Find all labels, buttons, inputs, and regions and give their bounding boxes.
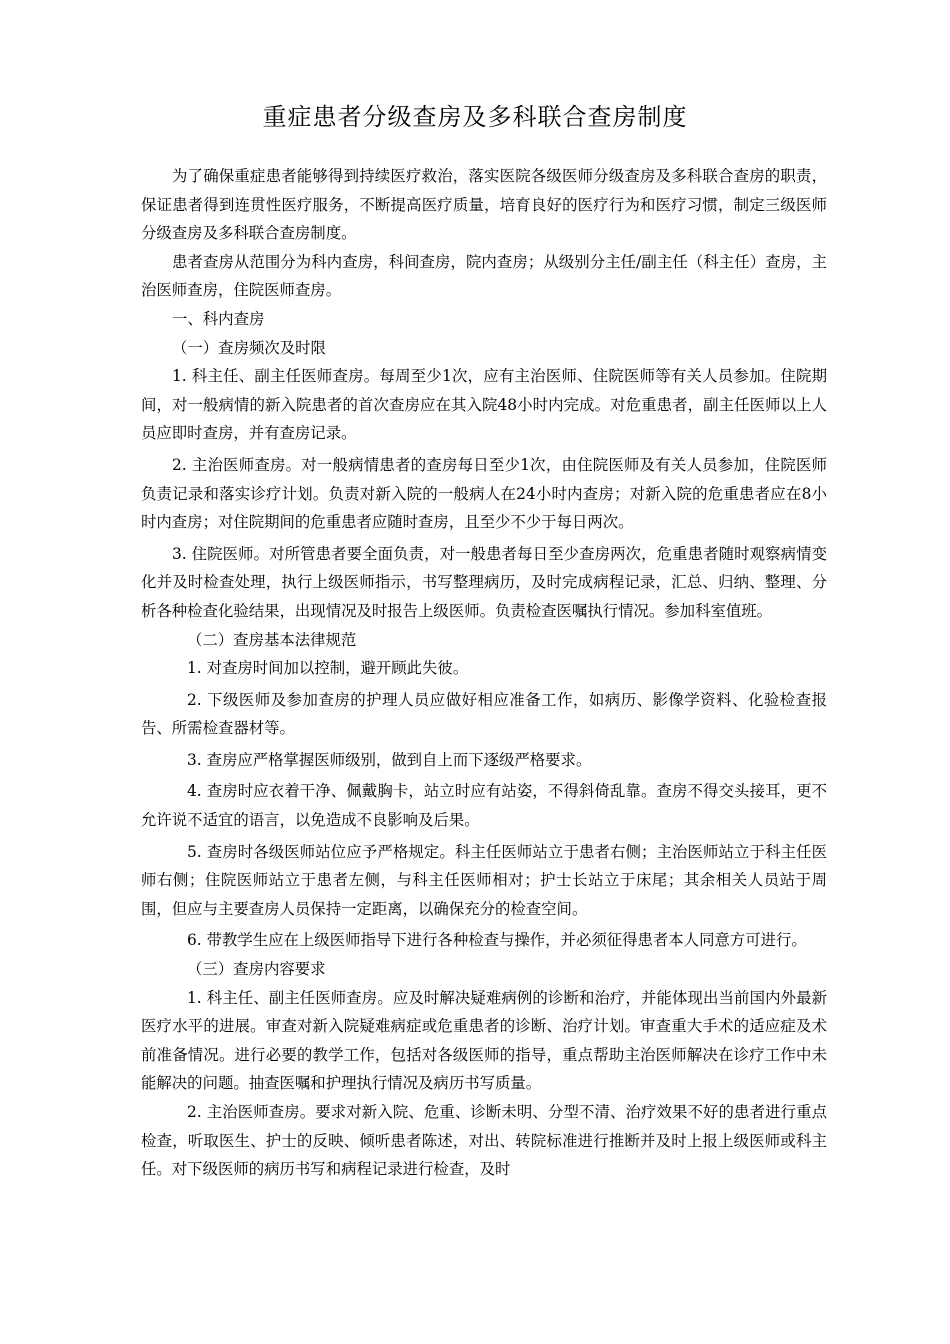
list-item: 1. 对查房时间加以控制，避开顾此失彼。	[187, 659, 469, 678]
document-title: 重症患者分级查房及多科联合查房制度	[262, 103, 688, 131]
list-item: 3. 查房应严格掌握医师级别，做到自上而下逐级严格要求。	[187, 750, 592, 769]
subsection-heading: （一）查房频次及时限	[172, 338, 326, 357]
list-item: 1. 科主任、副主任医师查房。每周至少1次，应有主治医师、住院医师等有关人员参加。住院期间，对一般病情的新入院患者的首次查房应在其入院48小时内完成。对危重患者，副主任医师以上人员应即时查房，并有查房记录。	[141, 367, 827, 443]
intro-paragraph: 为了确保重症患者能够得到持续医疗救治，落实医院各级医师分级查房及多科联合查房的职责，保证患者得到连贯性医疗服务，不断提高医疗质量，培育良好的医疗行为和医疗习惯，制定三级医师分级查房及多科联合查房制度。	[141, 167, 827, 243]
subsection-heading: （三）查房内容要求	[187, 960, 326, 979]
list-item: 2. 主治医师查房。对一般病情患者的查房每日至少1次，由住院医师及有关人员参加，住院医师负责记录和落实诊疗计划。负责对新入院的一般病人在24小时内查房；对新入院的危重患者应在8小时内查房；对住院期间的危重患者应随时查房，且至少不少于每日两次。	[141, 455, 827, 532]
list-item: 2. 主治医师查房。要求对新入院、危重、诊断未明、分型不清、治疗效果不好的患者进行重点检查，听取医生、护士的反映、倾听患者陈述，对出、转院标准进行推断并及时上报上级医师或科主任。对下级医师的病历书写和病程记录进行检查，及时	[141, 1103, 827, 1179]
list-item: 5. 查房时各级医师站位应予严格规定。科主任医师站立于患者右侧；主治医师站立于科主任医师右侧；住院医师站立于患者左侧，与科主任医师相对；护士长站立于床尾；其余相关人员站于周围，但应与主要查房人员保持一定距离，以确保充分的检查空间。	[141, 842, 827, 918]
section-heading: 一、科内查房	[172, 309, 265, 328]
document-body	[141, 162, 827, 1184]
list-item: 4. 查房时应衣着干净、佩戴胸卡，站立时应有站姿，不得斜倚乱靠。查房不得交头接耳，更不允许说不适宜的语言，以免造成不良影响及后果。	[141, 782, 827, 830]
scope-paragraph: 患者查房从范围分为科内查房，科间查房，院内查房；从级别分主任/副主任（科主任）查房，主治医师查房，住院医师查房。	[141, 252, 827, 300]
list-item: 6. 带教学生应在上级医师指导下进行各种检查与操作，并必须征得患者本人同意方可进行。	[187, 931, 807, 950]
list-item: 1. 科主任、副主任医师查房。应及时解决疑难病例的诊断和治疗，并能体现出当前国内外最新医疗水平的进展。审查对新入院疑难病症或危重患者的诊断、治疗计划。审查重大手术的适应症及术前准备情况。进行必要的教学工作，包括对各级医师的指导，重点帮助主治医师解决在诊疗工作中未能解决的问题。抽查医嘱和护理执行情况及病历书写质量。	[141, 988, 827, 1093]
list-item: 3. 住院医师。对所管患者要全面负责，对一般患者每日至少查房两次，危重患者随时观察病情变化并及时检查处理，执行上级医师指示，书写整理病历，及时完成病程记录，汇总、归纳、整理、分析各种检查化验结果，出现情况及时报告上级医师。负责检查医嘱执行情况。参加科室值班。	[141, 544, 827, 620]
list-item: 2. 下级医师及参加查房的护理人员应做好相应准备工作，如病历、影像学资料、化验检查报告、所需检查器材等。	[141, 690, 827, 738]
subsection-heading: （二）查房基本法律规范	[187, 630, 357, 649]
